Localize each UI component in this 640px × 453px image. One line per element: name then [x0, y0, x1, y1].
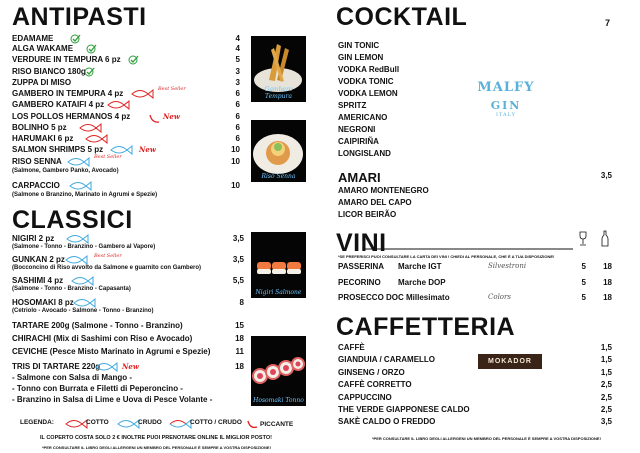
legend-piccante: PICCANTE	[260, 421, 294, 428]
antipasti-item-name: GAMBERO IN TEMPURA 4 pz	[12, 89, 124, 98]
cocktail-item: VODKA TONIC	[338, 77, 394, 86]
legend-crudo: CRUDO	[138, 419, 162, 426]
amari-item: AMARO MONTENEGRO	[338, 186, 429, 195]
classici-item-price: 3,5	[232, 255, 244, 264]
antipasti-item-price: 5	[235, 55, 240, 64]
classici-item-price: 15	[235, 321, 244, 330]
photo-caption: Nigiri Salmone	[255, 289, 302, 296]
fish-blue-icon	[68, 180, 92, 191]
photo-nigiri	[251, 232, 306, 298]
caffetteria-item-price: 1,5	[600, 343, 612, 352]
vini-bottle-price: 18	[603, 278, 612, 287]
classici-item-desc: (Bocconcino di Riso avvolto da Salmone e guarnito con Gambero)	[12, 265, 202, 271]
caffetteria-item-name: CAFFÈ CORRETTO	[338, 380, 412, 390]
cocktail-item: LONGISLAND	[338, 149, 391, 158]
malfy-logo-sub: ITALY	[496, 112, 516, 118]
vini-item-name: PROSECCO DOC Millesimato	[338, 293, 450, 302]
classici-item-name: TRIS DI TARTARE 220g	[12, 362, 101, 371]
best-seller-badge: Best Seller	[94, 154, 122, 160]
photo-hosomaki	[251, 336, 306, 406]
malfy-logo	[474, 80, 538, 122]
classici-item-name: CHIRACHI (Mix di Sashimi con Riso e Avocado)	[12, 334, 193, 343]
vini-glass-price: 5	[581, 293, 586, 302]
vini-item-denomination: Marche IGT	[398, 262, 442, 271]
antipasti-item-desc: (Salmone, Gambero Panko, Avocado)	[12, 168, 119, 174]
caffetteria-item-name: THE VERDE GIAPPONESE CALDO	[338, 405, 470, 414]
best-seller-badge: Best Seller	[94, 253, 122, 259]
cocktail-item: VODKA RedBull	[338, 65, 400, 74]
classici-item-price: 11	[235, 347, 244, 356]
photo-gambero-tempura	[251, 36, 306, 102]
legend	[20, 418, 310, 430]
allergeni-note-left: *PER CONSULTARE IL LIBRO DEGLI ALLERGENI UN MEMBRO DEL PERSONALE È SEMPRE A VOSTRA DISPOSIZIONE!	[42, 445, 271, 450]
fish-blue-icon	[64, 254, 88, 265]
classici-item-desc: (Salmone - Tonno - Branzino - Capasanta)	[12, 286, 131, 292]
caffetteria-title: CAFFETTERIA	[336, 313, 516, 341]
antipasti-item-price: 10	[231, 181, 240, 190]
antipasti-item-name: RISO SENNA	[12, 157, 62, 166]
antipasti-item-name: SALMON SHRIMPS 5 pz	[12, 145, 104, 154]
vini-title: VINI	[336, 229, 387, 257]
photo-riso-senna	[251, 120, 306, 182]
mokador-logo: MOKADOR	[478, 354, 542, 369]
antipasti-item-name: LOS POLLOS HERMANOS 4 pz	[12, 112, 131, 121]
antipasti-title: ANTIPASTI	[12, 3, 147, 31]
vini-producer-logo: Silvestroni	[488, 262, 527, 270]
vini-item-name: PECORINO	[338, 278, 381, 287]
photo-caption: Hosomaki Tonno	[253, 397, 304, 404]
fish-blue-icon	[72, 297, 96, 308]
antipasti-item-name: RISO BIANCO 180g	[12, 67, 86, 76]
caffetteria-item-name: CAFFÈ	[338, 343, 365, 352]
new-badge: New	[163, 112, 180, 121]
vegetarian-leaf-icon	[84, 67, 95, 77]
antipasti-item-price: 4	[235, 34, 240, 43]
cocktail-item: AMERICANO	[338, 113, 388, 122]
allergeni-note-right: *PER CONSULTARE IL LIBRO DEGLI ALLERGENI UN MEMBRO DEL PERSONALE È SEMPRE A VOSTRA DISPOSIZIONE!	[372, 436, 601, 441]
fish-red-icon	[78, 122, 102, 133]
cocktail-item: GIN TONIC	[338, 41, 380, 50]
legend-cotto-crudo: COTTO / CRUDO	[190, 419, 242, 426]
classici-item-name: SASHIMI 4 pz	[12, 276, 64, 285]
antipasti-item-price: 4	[235, 44, 240, 53]
fish-mixed-icon	[66, 156, 90, 167]
cocktail-price: 7	[604, 18, 610, 28]
classici-item-name: HOSOMAKI 8 pz	[12, 298, 74, 307]
caffetteria-item-price: 2,5	[600, 392, 612, 402]
classici-item-price: 8	[239, 298, 244, 307]
vini-note: *SE PREFERISCI PUOI CONSULTARE LA CARTA DEI VINI ! CHIEDI AL PERSONALE, CHE È A TUA DISPOSIZIONE!	[338, 254, 555, 259]
vegetarian-leaf-icon	[70, 34, 81, 44]
wine-glass-icon	[578, 231, 588, 246]
fish-blue-icon	[94, 361, 118, 372]
vegetarian-leaf-icon	[128, 55, 139, 65]
vegetarian-leaf-icon	[86, 44, 97, 54]
antipasti-item-price: 3	[235, 78, 240, 87]
caffetteria-item-price: 1,5	[600, 367, 612, 377]
vini-item-denomination: Marche DOP	[398, 278, 446, 287]
antipasti-item-desc: (Salmone o Branzino, Marinato in Agrumi e Spezie)	[12, 192, 158, 198]
classici-item-price: 5,5	[232, 276, 244, 285]
cocktail-item: SPRITZ	[338, 101, 367, 110]
chili-icon	[246, 418, 258, 429]
new-badge: New	[139, 145, 156, 154]
antipasti-item-price: 6	[235, 134, 240, 143]
cocktail-item: GIN LEMON	[338, 53, 384, 62]
vini-producer-logo: Colors	[488, 293, 511, 301]
vini-bottle-price: 18	[603, 262, 612, 271]
fish-blue-icon	[65, 233, 89, 244]
antipasti-item-price: 10	[231, 145, 240, 154]
amari-item: LICOR BEIRÃO	[338, 210, 397, 219]
fish-red-icon	[130, 88, 154, 99]
vini-item-name: PASSERINA	[338, 262, 385, 271]
classici-item-name: CEVICHE (Pesce Misto Marinato in Agrumi e Spezie)	[12, 347, 211, 356]
chili-icon	[148, 113, 160, 124]
amari-item: AMARO DEL CAPO	[338, 198, 412, 207]
caffetteria-item-price: 1,5	[600, 355, 612, 365]
antipasti-item-name: HARUMAKI 6 pz	[12, 134, 74, 143]
malfy-logo-mid: GIN	[490, 99, 522, 112]
cocktail-item: NEGRONI	[338, 125, 376, 134]
fish-blue-icon	[70, 275, 94, 286]
caffetteria-item-price: 2,5	[600, 380, 612, 390]
vini-underline	[363, 238, 573, 250]
antipasti-item-price: 6	[235, 89, 240, 98]
fish-red-icon	[84, 133, 108, 144]
legend-label: LEGENDA:	[20, 419, 54, 426]
classici-item-name: GUNKAN 2 pz	[12, 255, 65, 264]
best-seller-badge: Best Seller	[158, 86, 186, 92]
antipasti-item-price: 3	[235, 67, 240, 76]
antipasti-item-name: ZUPPA DI MISO	[12, 78, 72, 87]
antipasti-item-price: 6	[235, 123, 240, 132]
antipasti-item-name: ALGA WAKAME	[12, 44, 74, 53]
classici-item-price: 18	[235, 334, 244, 343]
antipasti-item-name: VERDURE IN TEMPURA 6 pz	[12, 55, 121, 64]
caffetteria-item-name: GIANDUIA / CARAMELLO	[338, 355, 436, 365]
classici-item-desc: (Salmone - Tonno - Branzino - Gambero al Vapore)	[12, 244, 156, 250]
antipasti-item-price: 6	[235, 112, 240, 121]
new-badge: New	[122, 362, 139, 371]
classici-item-price: 18	[235, 362, 244, 371]
caffetteria-item-name: SAKÈ CALDO O FREDDO	[338, 417, 436, 427]
malfy-logo-top: MALFY	[477, 80, 535, 95]
cocktail-item: CAIPIRIÑA	[338, 137, 379, 146]
classici-item-price: 3,5	[232, 234, 244, 243]
fish-red-icon	[106, 99, 130, 110]
wine-bottle-icon	[600, 230, 610, 247]
vini-bottle-price: 18	[603, 293, 612, 302]
classici-item-name: NIGIRI 2 pz	[12, 234, 55, 243]
fish-mixed-icon	[168, 418, 192, 429]
amari-title: AMARI	[338, 170, 381, 185]
vini-glass-price: 5	[581, 278, 586, 287]
antipasti-item-price: 6	[235, 100, 240, 109]
fish-blue-icon	[116, 418, 140, 429]
classici-item-name: TARTARE 200g (Salmone - Tonno - Branzino)	[12, 321, 183, 330]
classici-item-desc: (Cetriolo - Avocado - Salmone - Tonno - Branzino)	[12, 308, 154, 314]
tris-line: - Branzino in Salsa di Lime e Uova di Pesce Volante -	[12, 395, 213, 404]
fish-red-icon	[64, 418, 88, 429]
legend-cotto: COTTO	[86, 419, 109, 426]
antipasti-item-name: GAMBERO KATAIFI 4 pz	[12, 100, 105, 109]
photo-caption: Riso Senna	[261, 173, 296, 180]
amari-price: 3,5	[600, 171, 612, 180]
antipasti-item-price: 10	[231, 157, 240, 166]
vini-glass-price: 5	[581, 262, 586, 271]
cocktail-title: COCKTAIL	[336, 3, 468, 31]
antipasti-item-name: EDAMAME	[12, 34, 54, 43]
hosomaki-dish-image	[251, 336, 306, 406]
tris-line: - Salmone con Salsa di Mango -	[12, 373, 133, 382]
caffetteria-item-name: CAPPUCCINO	[338, 392, 392, 402]
caffetteria-item-name: GINSENG / ORZO	[338, 367, 405, 377]
antipasti-item-name: BOLINHO 5 pz	[12, 123, 67, 132]
antipasti-item-name: CARPACCIO	[12, 181, 60, 190]
tris-line: - Tonno con Burrata e Filetti di Peperoncino -	[12, 384, 183, 393]
caffetteria-item-price: 2,5	[600, 405, 612, 414]
caffetteria-item-price: 3,5	[600, 417, 612, 427]
classici-title: CLASSICI	[12, 206, 133, 234]
photo-caption: Gambero Tempura	[264, 86, 293, 100]
cocktail-item: VODKA LEMON	[338, 89, 398, 98]
coperto-note: IL COPERTO COSTA SOLO 2 € INOLTRE PUOI PRENOTARE ONLINE IL MIGLIOR POSTO!	[40, 435, 272, 441]
